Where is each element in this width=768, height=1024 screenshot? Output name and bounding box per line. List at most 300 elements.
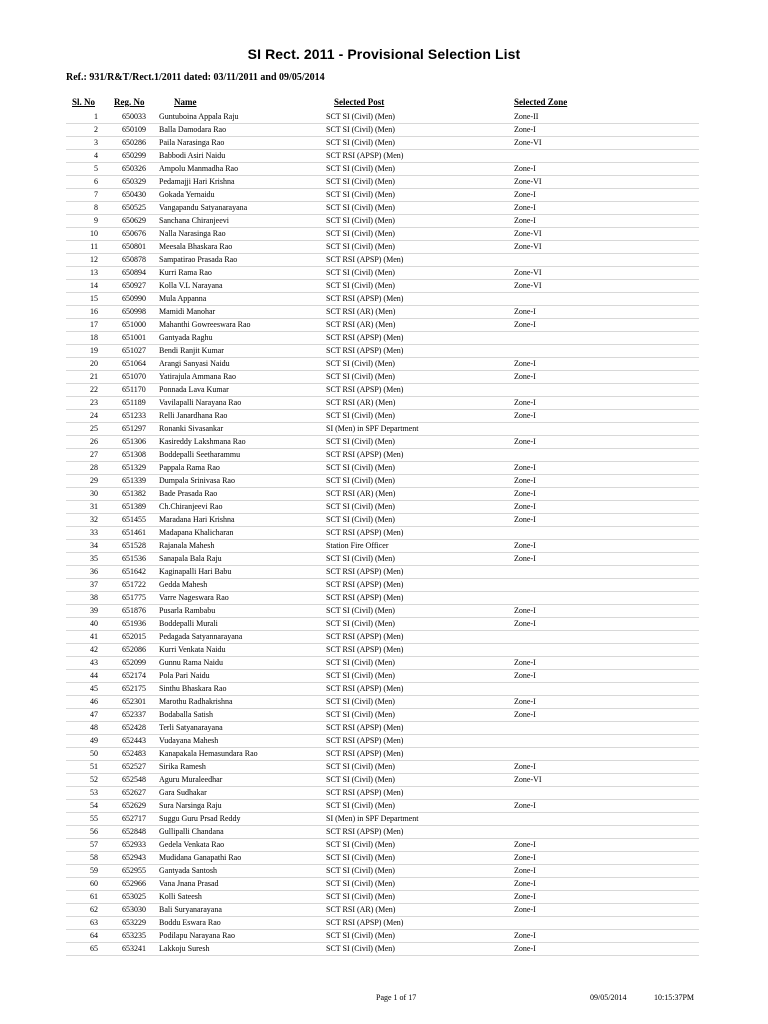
table-row [66, 319, 699, 332]
name-cell: Ronanki Sivasankar [159, 424, 224, 433]
sl-no-cell: 64 [90, 931, 98, 940]
table-row [66, 306, 699, 319]
table-row [66, 696, 699, 709]
reg-no-cell: 650109 [122, 125, 146, 134]
sl-no-cell: 53 [90, 788, 98, 797]
name-cell: Sampatirao Prasada Rao [159, 255, 238, 264]
table-row [66, 943, 699, 956]
table-row [66, 566, 699, 579]
footer-date: 09/05/2014 [590, 993, 627, 1002]
sl-no-cell: 27 [90, 450, 98, 459]
name-cell: Gokada Yernaidu [159, 190, 215, 199]
selected-post-cell: SCT SI (Civil) (Men) [326, 138, 395, 147]
name-cell: Vudayana Mahesh [159, 736, 219, 745]
sl-no-cell: 26 [90, 437, 98, 446]
table-row [66, 514, 699, 527]
sl-no-cell: 5 [94, 164, 98, 173]
name-cell: Gedda Mahesh [159, 580, 208, 589]
table-row [66, 826, 699, 839]
table-row [66, 332, 699, 345]
table-row [66, 280, 699, 293]
table-row [66, 774, 699, 787]
reg-no-cell: 650998 [122, 307, 146, 316]
name-cell: Varre Nageswara Rao [159, 593, 229, 602]
table-row [66, 904, 699, 917]
table-row [66, 787, 699, 800]
reg-no-cell: 652174 [122, 671, 146, 680]
sl-no-cell: 15 [90, 294, 98, 303]
selected-post-cell: SCT SI (Civil) (Men) [326, 268, 395, 277]
reg-no-cell: 651722 [122, 580, 146, 589]
selected-zone-cell: Zone-I [514, 203, 536, 212]
selected-post-cell: SCT SI (Civil) (Men) [326, 658, 395, 667]
selected-post-cell: SCT SI (Civil) (Men) [326, 112, 395, 121]
selected-post-cell: SCT SI (Civil) (Men) [326, 242, 395, 251]
selected-post-cell: SCT SI (Civil) (Men) [326, 125, 395, 134]
table-row [66, 683, 699, 696]
table-row [66, 358, 699, 371]
name-cell: Aguru Muraleedhar [159, 775, 223, 784]
name-cell: Kaginapalli Hari Babu [159, 567, 232, 576]
reg-no-cell: 652337 [122, 710, 146, 719]
sl-no-cell: 6 [94, 177, 98, 186]
selected-zone-cell: Zone-I [514, 359, 536, 368]
sl-no-cell: 24 [90, 411, 98, 420]
sl-no-cell: 11 [90, 242, 98, 251]
name-cell: Bali Suryanarayana [159, 905, 222, 914]
reg-no-cell: 652943 [122, 853, 146, 862]
reg-no-cell: 652627 [122, 788, 146, 797]
reg-no-cell: 651455 [122, 515, 146, 524]
selected-post-cell: SCT RSI (APSP) (Men) [326, 450, 404, 459]
sl-no-cell: 57 [90, 840, 98, 849]
name-cell: Pusarla Rambabu [159, 606, 216, 615]
name-cell: Marothu Radhakrishna [159, 697, 233, 706]
sl-no-cell: 14 [90, 281, 98, 290]
reg-no-cell: 651064 [122, 359, 146, 368]
sl-no-cell: 9 [94, 216, 98, 225]
selected-zone-cell: Zone-I [514, 762, 536, 771]
selected-post-cell: SCT SI (Civil) (Men) [326, 853, 395, 862]
selected-post-cell: SCT RSI (APSP) (Men) [326, 385, 404, 394]
sl-no-cell: 32 [90, 515, 98, 524]
sl-no-cell: 47 [90, 710, 98, 719]
selected-zone-cell: Zone-VI [514, 242, 542, 251]
selected-post-cell: SCT SI (Civil) (Men) [326, 892, 395, 901]
selected-zone-cell: Zone-I [514, 671, 536, 680]
selected-post-cell: SCT SI (Civil) (Men) [326, 944, 395, 953]
selected-post-cell: SCT RSI (AR) (Men) [326, 398, 396, 407]
selected-post-cell: SCT RSI (AR) (Men) [326, 489, 396, 498]
sl-no-cell: 20 [90, 359, 98, 368]
name-cell: Gantyada Raghu [159, 333, 213, 342]
selected-post-cell: Station Fire Officer [326, 541, 389, 550]
selected-post-cell: SCT SI (Civil) (Men) [326, 164, 395, 173]
reg-no-cell: 650326 [122, 164, 146, 173]
name-cell: Gullipalli Chandana [159, 827, 224, 836]
reg-no-cell: 652848 [122, 827, 146, 836]
selected-post-cell: SI (Men) in SPF Department [326, 424, 419, 433]
sl-no-cell: 33 [90, 528, 98, 537]
selected-post-cell: SCT SI (Civil) (Men) [326, 931, 395, 940]
name-cell: Ponnada Lava Kumar [159, 385, 229, 394]
name-cell: Terli Satyanarayana [159, 723, 223, 732]
name-cell: Pedagada Satyannarayana [159, 632, 243, 641]
table-row [66, 891, 699, 904]
sl-no-cell: 8 [94, 203, 98, 212]
table-row [66, 917, 699, 930]
table-row [66, 384, 699, 397]
name-cell: Bade Prasada Rao [159, 489, 218, 498]
selected-zone-cell: Zone-I [514, 307, 536, 316]
name-cell: Kurri Rama Rao [159, 268, 212, 277]
reg-no-cell: 652966 [122, 879, 146, 888]
reg-no-cell: 651001 [122, 333, 146, 342]
sl-no-cell: 31 [90, 502, 98, 511]
selected-post-cell: SCT SI (Civil) (Men) [326, 671, 395, 680]
name-cell: Balla Damodara Rao [159, 125, 227, 134]
table-row [66, 436, 699, 449]
sl-no-cell: 62 [90, 905, 98, 914]
column-header-sl-no: Sl. No [72, 97, 96, 107]
sl-no-cell: 52 [90, 775, 98, 784]
name-cell: Madapana Khalicharan [159, 528, 234, 537]
name-cell: Vana Jnana Prasad [159, 879, 219, 888]
selected-post-cell: SCT RSI (APSP) (Men) [326, 684, 404, 693]
name-cell: Sirika Ramesh [159, 762, 206, 771]
sl-no-cell: 35 [90, 554, 98, 563]
table-row [66, 202, 699, 215]
name-cell: Mahanthi Gowreeswara Rao [159, 320, 251, 329]
document-title: SI Rect. 2011 - Provisional Selection List [247, 46, 521, 62]
selected-zone-cell: Zone-I [514, 905, 536, 914]
reg-no-cell: 651000 [122, 320, 146, 329]
sl-no-cell: 61 [90, 892, 98, 901]
name-cell: Ch.Chiranjeevi Rao [159, 502, 223, 511]
reg-no-cell: 653025 [122, 892, 146, 901]
name-cell: Vangapandu Satyanarayana [159, 203, 248, 212]
reg-no-cell: 651297 [122, 424, 146, 433]
table-row [66, 371, 699, 384]
name-cell: Sura Narsinga Raju [159, 801, 222, 810]
name-cell: Gara Sudhakar [159, 788, 207, 797]
table-row [66, 644, 699, 657]
sl-no-cell: 48 [90, 723, 98, 732]
selected-post-cell: SCT SI (Civil) (Men) [326, 502, 395, 511]
table-row [66, 800, 699, 813]
table-row [66, 813, 699, 826]
table-row [66, 670, 699, 683]
selected-zone-cell: Zone-I [514, 320, 536, 329]
name-cell: Gedela Venkata Rao [159, 840, 225, 849]
table-row [66, 475, 699, 488]
sl-no-cell: 3 [94, 138, 98, 147]
table-row [66, 345, 699, 358]
selected-post-cell: SCT RSI (APSP) (Men) [326, 788, 404, 797]
sl-no-cell: 46 [90, 697, 98, 706]
sl-no-cell: 34 [90, 541, 98, 550]
name-cell: Pedamajji Hari Krishna [159, 177, 235, 186]
table-row [66, 865, 699, 878]
name-cell: Paila Narasinga Rao [159, 138, 225, 147]
column-header-reg-no: Reg. No [114, 97, 145, 107]
sl-no-cell: 58 [90, 853, 98, 862]
reg-no-cell: 652301 [122, 697, 146, 706]
selected-zone-cell: Zone-I [514, 476, 536, 485]
sl-no-cell: 65 [90, 944, 98, 953]
selected-zone-cell: Zone-I [514, 801, 536, 810]
selected-post-cell: SCT SI (Civil) (Men) [326, 216, 395, 225]
sl-no-cell: 38 [90, 593, 98, 602]
selected-post-cell: SCT SI (Civil) (Men) [326, 359, 395, 368]
sl-no-cell: 36 [90, 567, 98, 576]
reg-no-cell: 652717 [122, 814, 146, 823]
reg-no-cell: 650990 [122, 294, 146, 303]
name-cell: Maradana Hari Krishna [159, 515, 235, 524]
selected-zone-cell: Zone-VI [514, 229, 542, 238]
sl-no-cell: 16 [90, 307, 98, 316]
name-cell: Kanapakala Hemasundara Rao [159, 749, 258, 758]
table-row [66, 254, 699, 267]
selected-zone-cell: Zone-I [514, 164, 536, 173]
reg-no-cell: 651170 [122, 385, 146, 394]
sl-no-cell: 55 [90, 814, 98, 823]
selected-zone-cell: Zone-I [514, 125, 536, 134]
table-row [66, 709, 699, 722]
reference-line: Ref.: 931/R&T/Rect.1/2011 dated: 03/11/2011 and 09/05/2014 [66, 72, 325, 83]
selected-post-cell: SCT RSI (APSP) (Men) [326, 827, 404, 836]
table-row [66, 722, 699, 735]
table-row [66, 592, 699, 605]
reg-no-cell: 652527 [122, 762, 146, 771]
selected-post-cell: SCT SI (Civil) (Men) [326, 554, 395, 563]
name-cell: Podilapu Narayana Rao [159, 931, 235, 940]
sl-no-cell: 42 [90, 645, 98, 654]
sl-no-cell: 54 [90, 801, 98, 810]
sl-no-cell: 30 [90, 489, 98, 498]
selected-post-cell: SCT SI (Civil) (Men) [326, 203, 395, 212]
reg-no-cell: 651642 [122, 567, 146, 576]
selected-zone-cell: Zone-I [514, 944, 536, 953]
selected-zone-cell: Zone-I [514, 931, 536, 940]
selected-post-cell: SCT SI (Civil) (Men) [326, 775, 395, 784]
table-row [66, 553, 699, 566]
selected-post-cell: SCT SI (Civil) (Men) [326, 411, 395, 420]
selected-post-cell: SCT RSI (APSP) (Men) [326, 645, 404, 654]
name-cell: Kurri Venkata Naidu [159, 645, 226, 654]
sl-no-cell: 50 [90, 749, 98, 758]
sl-no-cell: 28 [90, 463, 98, 472]
table-row [66, 501, 699, 514]
name-cell: Arangi Sanyasi Naidu [159, 359, 230, 368]
selected-zone-cell: Zone-I [514, 437, 536, 446]
selected-post-cell: SCT RSI (APSP) (Men) [326, 151, 404, 160]
selected-post-cell: SCT SI (Civil) (Men) [326, 229, 395, 238]
selected-zone-cell: Zone-I [514, 502, 536, 511]
selected-zone-cell: Zone-I [514, 411, 536, 420]
name-cell: Mula Appanna [159, 294, 207, 303]
table-row [66, 137, 699, 150]
sl-no-cell: 7 [94, 190, 98, 199]
sl-no-cell: 63 [90, 918, 98, 927]
sl-no-cell: 1 [94, 112, 98, 121]
reg-no-cell: 651528 [122, 541, 146, 550]
table-row [66, 878, 699, 891]
selected-zone-cell: Zone-I [514, 216, 536, 225]
selected-post-cell: SCT RSI (APSP) (Men) [326, 593, 404, 602]
sl-no-cell: 23 [90, 398, 98, 407]
name-cell: Pola Pari Naidu [159, 671, 210, 680]
selected-post-cell: SCT SI (Civil) (Men) [326, 866, 395, 875]
name-cell: Relli Janardhana Rao [159, 411, 228, 420]
table-row [66, 410, 699, 423]
name-cell: Kolla V.L Narayana [159, 281, 223, 290]
table-row [66, 189, 699, 202]
name-cell: Meesala Bhaskara Rao [159, 242, 233, 251]
selected-post-cell: SCT RSI (AR) (Men) [326, 320, 396, 329]
reg-no-cell: 652428 [122, 723, 146, 732]
reg-no-cell: 650286 [122, 138, 146, 147]
selected-post-cell: SCT RSI (APSP) (Men) [326, 567, 404, 576]
reg-no-cell: 653030 [122, 905, 146, 914]
name-cell: Dumpala Srinivasa Rao [159, 476, 235, 485]
selected-post-cell: SCT RSI (APSP) (Men) [326, 346, 404, 355]
selected-post-cell: SCT RSI (AR) (Men) [326, 905, 396, 914]
table-row [66, 241, 699, 254]
column-header-selected-zone: Selected Zone [514, 97, 568, 107]
selected-zone-cell: Zone-VI [514, 268, 542, 277]
table-row [66, 735, 699, 748]
reg-no-cell: 650676 [122, 229, 146, 238]
reg-no-cell: 652086 [122, 645, 146, 654]
selected-post-cell: SCT SI (Civil) (Men) [326, 762, 395, 771]
name-cell: Boddepalli Murali [159, 619, 218, 628]
name-cell: Kasireddy Lakshmana Rao [159, 437, 246, 446]
name-cell: Sanapala Bala Raju [159, 554, 222, 563]
sl-no-cell: 2 [94, 125, 98, 134]
table-row [66, 423, 699, 436]
table-row [66, 163, 699, 176]
reg-no-cell: 651936 [122, 619, 146, 628]
name-cell: Mudidana Ganapathi Rao [159, 853, 242, 862]
reg-no-cell: 652955 [122, 866, 146, 875]
selected-zone-cell: Zone-I [514, 463, 536, 472]
reg-no-cell: 652175 [122, 684, 146, 693]
reg-no-cell: 651329 [122, 463, 146, 472]
sl-no-cell: 25 [90, 424, 98, 433]
selected-post-cell: SCT RSI (APSP) (Men) [326, 333, 404, 342]
reg-no-cell: 650299 [122, 151, 146, 160]
reg-no-cell: 651775 [122, 593, 146, 602]
selected-post-cell: SI (Men) in SPF Department [326, 814, 419, 823]
table-row [66, 839, 699, 852]
sl-no-cell: 18 [90, 333, 98, 342]
name-cell: Rajanala Mahesh [159, 541, 215, 550]
table-row [66, 488, 699, 501]
selected-post-cell: SCT SI (Civil) (Men) [326, 476, 395, 485]
table-row [66, 215, 699, 228]
selected-post-cell: SCT SI (Civil) (Men) [326, 840, 395, 849]
selected-zone-cell: Zone-I [514, 541, 536, 550]
name-cell: Guntuboina Appala Raju [159, 112, 239, 121]
reg-no-cell: 651876 [122, 606, 146, 615]
selected-post-cell: SCT SI (Civil) (Men) [326, 281, 395, 290]
selected-post-cell: SCT RSI (APSP) (Men) [326, 632, 404, 641]
table-row [66, 176, 699, 189]
sl-no-cell: 37 [90, 580, 98, 589]
name-cell: Bendi Ranjit Kumar [159, 346, 224, 355]
selected-zone-cell: Zone-I [514, 853, 536, 862]
selected-post-cell: SCT RSI (APSP) (Men) [326, 255, 404, 264]
selected-zone-cell: Zone-VI [514, 281, 542, 290]
column-header-selected-post: Selected Post [334, 97, 385, 107]
reg-no-cell: 650878 [122, 255, 146, 264]
reg-no-cell: 651536 [122, 554, 146, 563]
selected-zone-cell: Zone-I [514, 398, 536, 407]
selected-zone-cell: Zone-I [514, 710, 536, 719]
name-cell: Vavilapalli Narayana Rao [159, 398, 242, 407]
selected-zone-cell: Zone-I [514, 840, 536, 849]
table-row [66, 852, 699, 865]
selected-post-cell: SCT SI (Civil) (Men) [326, 619, 395, 628]
reg-no-cell: 652548 [122, 775, 146, 784]
reg-no-cell: 650525 [122, 203, 146, 212]
reg-no-cell: 651308 [122, 450, 146, 459]
name-cell: Boddepalli Seetharammu [159, 450, 241, 459]
reg-no-cell: 651027 [122, 346, 146, 355]
column-header-name: Name [174, 97, 197, 107]
selected-zone-cell: Zone-I [514, 190, 536, 199]
sl-no-cell: 39 [90, 606, 98, 615]
sl-no-cell: 12 [90, 255, 98, 264]
sl-no-cell: 60 [90, 879, 98, 888]
reg-no-cell: 651339 [122, 476, 146, 485]
selected-post-cell: SCT SI (Civil) (Men) [326, 372, 395, 381]
selected-post-cell: SCT SI (Civil) (Men) [326, 463, 395, 472]
reg-no-cell: 650629 [122, 216, 146, 225]
selection-table [66, 111, 699, 956]
reg-no-cell: 652099 [122, 658, 146, 667]
name-cell: Boddu Eswara Rao [159, 918, 221, 927]
reg-no-cell: 650927 [122, 281, 146, 290]
reg-no-cell: 651070 [122, 372, 146, 381]
name-cell: Sinthu Bhaskara Rao [159, 684, 227, 693]
table-row [66, 761, 699, 774]
name-cell: Pappala Rama Rao [159, 463, 220, 472]
selected-post-cell: SCT SI (Civil) (Men) [326, 437, 395, 446]
sl-no-cell: 51 [90, 762, 98, 771]
selected-post-cell: SCT SI (Civil) (Men) [326, 710, 395, 719]
sl-no-cell: 13 [90, 268, 98, 277]
reg-no-cell: 651389 [122, 502, 146, 511]
reg-no-cell: 651461 [122, 528, 146, 537]
name-cell: Nalla Narasinga Rao [159, 229, 226, 238]
reg-no-cell: 651382 [122, 489, 146, 498]
sl-no-cell: 21 [90, 372, 98, 381]
name-cell: Suggu Guru Prsad Reddy [159, 814, 241, 823]
selected-zone-cell: Zone-I [514, 866, 536, 875]
selected-zone-cell: Zone-I [514, 489, 536, 498]
reg-no-cell: 652443 [122, 736, 146, 745]
sl-no-cell: 56 [90, 827, 98, 836]
name-cell: Lakkoju Suresh [159, 944, 210, 953]
sl-no-cell: 17 [90, 320, 98, 329]
selected-zone-cell: Zone-I [514, 606, 536, 615]
selected-zone-cell: Zone-I [514, 619, 536, 628]
footer-time: 10:15:37PM [654, 993, 695, 1002]
selected-zone-cell: Zone-I [514, 372, 536, 381]
selected-post-cell: SCT RSI (APSP) (Men) [326, 749, 404, 758]
